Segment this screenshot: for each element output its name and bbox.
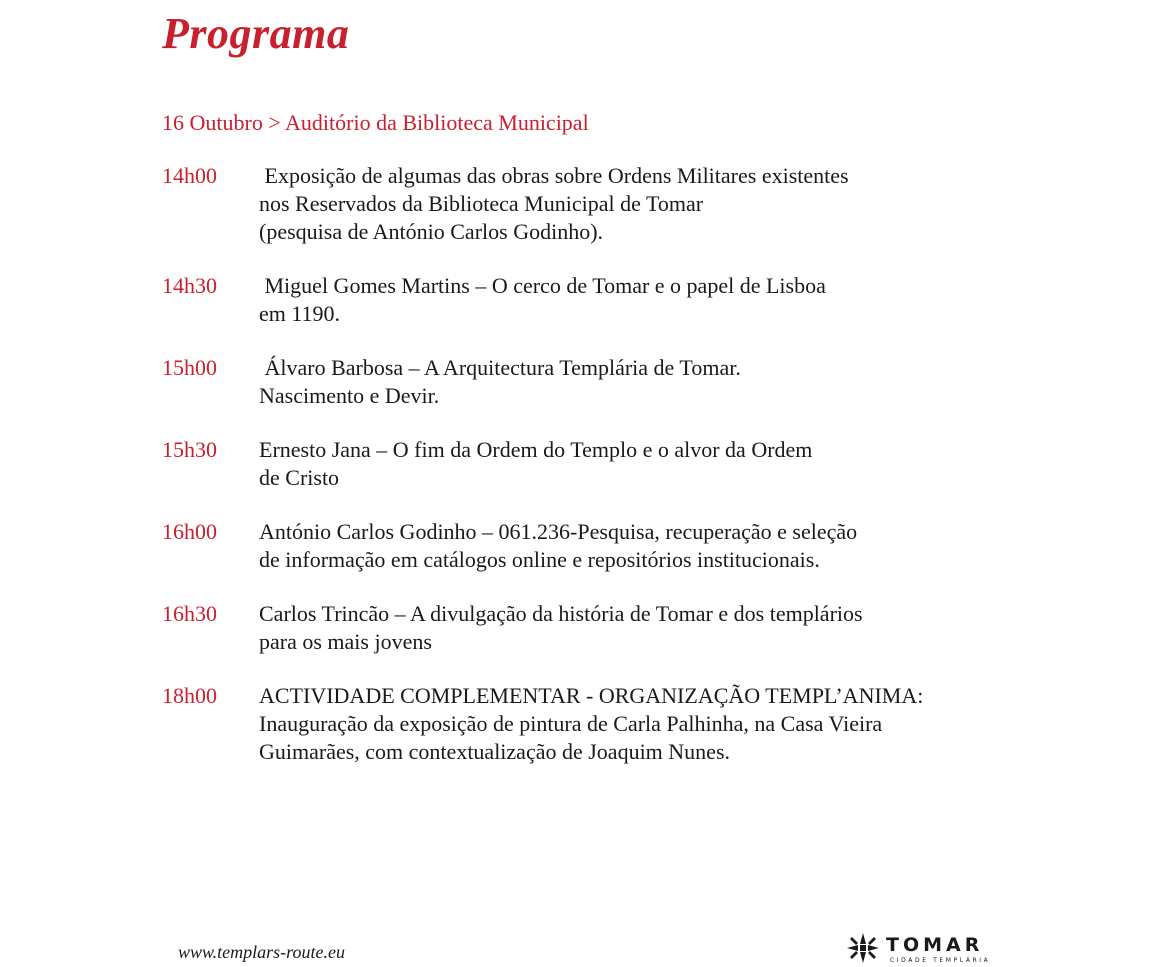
schedule-description: [259, 436, 812, 492]
schedule-time: 14h30: [162, 273, 217, 298]
logo-text: TOMAR: [886, 934, 984, 956]
schedule-description: [259, 682, 923, 766]
schedule-line: de Cristo: [259, 465, 340, 490]
schedule-description: [259, 518, 857, 574]
schedule-line: Guimarães, com contextualização de Joaquim Nunes.: [259, 739, 731, 764]
schedule-line: (pesquisa de António Carlos Godinho).: [259, 219, 604, 244]
schedule-time: 18h00: [162, 683, 217, 708]
schedule-time: 15h00: [162, 355, 217, 380]
schedule-line: Álvaro Barbosa – A Arquitectura Templária de Tomar.: [259, 355, 741, 380]
schedule-time: 15h30: [162, 437, 217, 462]
logo-subtext: CIDADE TEMPLÁRIA: [890, 957, 991, 964]
schedule-line: Carlos Trincão – A divulgação da história de Tomar e dos templários: [259, 601, 863, 626]
schedule-time: 16h30: [162, 601, 217, 626]
schedule-description: [259, 272, 826, 328]
templar-cross-icon: [846, 932, 880, 964]
schedule-line: Nascimento e Devir.: [259, 383, 440, 408]
schedule-description: [259, 600, 863, 656]
schedule-description: [259, 162, 849, 246]
tomar-logo: [846, 930, 991, 966]
event-date-location: 16 Outubro > Auditório da Biblioteca Municipal: [162, 110, 589, 135]
schedule-line: António Carlos Godinho – 061.236-Pesquisa, recuperação e seleção: [259, 519, 858, 544]
schedule-line: em 1190.: [259, 301, 341, 326]
schedule-line: Inauguração da exposição de pintura de Carla Palhinha, na Casa Vieira: [259, 711, 883, 736]
schedule-line: Ernesto Jana – O fim da Ordem do Templo e o alvor da Ordem: [259, 437, 813, 462]
page-title: Programa: [162, 9, 350, 58]
schedule-line: nos Reservados da Biblioteca Municipal de Tomar: [259, 191, 704, 216]
schedule-time: 14h00: [162, 163, 217, 188]
schedule-line: Miguel Gomes Martins – O cerco de Tomar e o papel de Lisboa: [259, 273, 826, 298]
schedule-line: de informação em catálogos online e repositórios institucionais.: [259, 547, 820, 572]
schedule-description: [259, 354, 741, 410]
schedule-line: para os mais jovens: [259, 629, 432, 654]
schedule-line: Exposição de algumas das obras sobre Ordens Militares existentes: [259, 163, 849, 188]
website-link[interactable]: www.templars-route.eu: [178, 942, 345, 962]
schedule-time: 16h00: [162, 519, 217, 544]
schedule-line: ACTIVIDADE COMPLEMENTAR - ORGANIZAÇÃO TEMPL’ANIMA:: [259, 683, 924, 708]
